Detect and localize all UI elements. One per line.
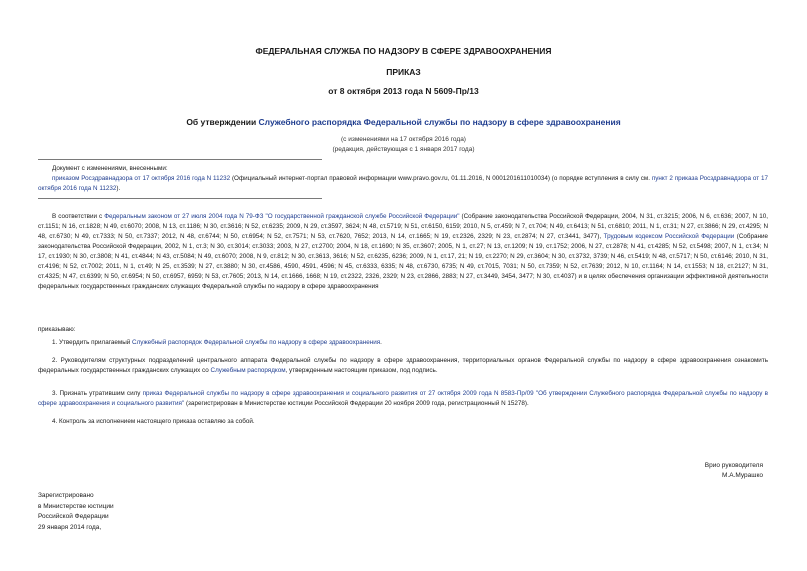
amendment-point-link[interactable]: пункт 2 приказа Росздравнадзора от 17 октября 2016 года N 11232	[38, 175, 768, 192]
changes-note: (с изменениями на 17 октября 2016 года)	[341, 136, 466, 143]
amendment-closing: ).	[116, 185, 121, 192]
federal-law-link[interactable]: Федеральным законом от 27 июля 2004 года N 79-ФЗ "О государственной гражданской службе Российской Федерации"	[104, 213, 460, 220]
registration-block	[38, 491, 114, 533]
preamble-sources-1: (Собрание законодательства Российской Федерации, 2004, N 31, ст.3215; 2006, N 6, ст.636; 2007, N 10, ст.1151; N 16, ст.1828; N 49, ст.6070; 2008, N 13, ст.1186; N 30, ст.3616; N 52, ст.6235; 2009, N 29, ст.3597, 3624; N 48, ст.5719; N 51, ст.6150, 6159; 2010, N 5, ст.459; N 7, ст.704; N 49, ст.6413; N 51, ст.6810; 2011, N 1, ст.31; N 27, ст.3866; N 29, ст.4295; N 48, ст.6730; N 49, ст.7333; N 50, ст.7337; 2012, N 48, ст.6744; N 50, ст.6954; N 52, ст.7571; N 53, ст.7620, 7652; 2013, N 14, ст.1665; N 19, ст.2326, 2329; N 23, ст.2874; N 27, ст.3441, 3477),	[38, 213, 768, 240]
item-4-text: 4. Контроль за исполнением настоящего приказа оставляю за собой.	[52, 418, 255, 425]
item-2-text: 2. Руководителям структурных подразделений центрального аппарата Федеральной службы по надзору в сфере здравоохранения, территориальных органов Федеральной службы по надзору в сфере здравоохранения ознакомить федеральных государственных гражданских служащих со	[38, 357, 768, 374]
title-link[interactable]: Служебного распорядка Федеральной службы по надзору в сфере здравоохранения	[258, 117, 621, 127]
signature-position: Врио руководителя	[704, 462, 763, 469]
amendment-link[interactable]: приказом Росздравнадзора от 17 октября 2016 года N 11232	[52, 175, 231, 182]
signature-block	[705, 461, 763, 481]
title-prefix: Об утверждении	[186, 117, 259, 127]
item-2	[38, 356, 768, 376]
item-2-link[interactable]: Служебным распорядком	[210, 367, 286, 374]
order-word: приказываю:	[38, 326, 76, 333]
preamble-intro: В соответствии с	[52, 213, 105, 220]
doc-type: ПРИКАЗ	[386, 67, 421, 77]
doc-date-number: от 8 октября 2013 года N 5609-Пр/13	[328, 86, 479, 96]
registration-line-4: 29 января 2014 года,	[38, 523, 102, 531]
preamble-sources-2: (Собрание законодательства Российской Федерации, 2002, N 1, ст.3; N 30, ст.3014; ст.3033; 2003, N 27, ст.2700; 2004, N 18, ст.1690; N 35, ст.3607; 2005, N 1, ст.27; N 13, ст.1209; N 19, ст.1752; 2006, N 27, ст.2878; N 41, ст.4285; N 52, ст.5498; 2007, N 1, ст.34; N 17, ст.1930; N 30, ст.3808; N 41, ст.4844; N 43, ст.5084; N 49, ст.6070; 2008, N 9, ст.812; N 30, ст.3613, 3616; N 52, ст.6235, 6236; 2009, N 1, ст.17, 21; N 19, ст.2270; N 29, ст.3604; N 30, ст.3732, 3739; N 46, ст.5419; N 48, ст.5717; N 50, ст.6146; 2010, N 31, ст.4196; N 52, ст.7002; 2011, N 1, ст.49; N 25, ст.3539; N 27, ст.3880; N 30, ст.4586, 4590, 4591, 4596; N 45, ст.6333, 6335; N 48, ст.6730, 6735; N 49, ст.7015, 7031; N 50, ст.7359; N 52, ст.7639; 2012, N 10, ст.1164; N 14, ст.1553; N 18, ст.2127; N 31, ст.4325; N 47, ст.6399; N 50, ст.6954; N 50, ст.6957, 6959; N 53, ст.7605; 2013, N 14, ст.1666, 1668; N 19, ст.2322, 2326, 2329; N 23, ст.2866, 2883; N 27, ст.3449, 3454, 3477; N 30, ст.4037) и в целях обеспечения организации эффективной деятельности федеральных государственных гражданских служащих Федеральной службы по надзору в сфере здравоохранения	[38, 233, 768, 290]
item-3-text: 3. Признать утратившим силу	[52, 390, 143, 397]
preamble	[38, 212, 768, 292]
edition-note: (редакция, действующая с 1 января 2017 года)	[332, 146, 475, 153]
amendment-source: (Официальный интернет-портал правовой информации www.pravo.gov.ru, 01.11.2016, N 0001201611010034) (о порядке вступления в силу см.	[230, 175, 652, 182]
item-1-link[interactable]: Служебный распорядок Федеральной службы по надзору в сфере здравоохранения	[132, 339, 381, 346]
registration-line-2: в Министерстве юстиции	[38, 502, 114, 510]
item-1	[38, 338, 768, 348]
changes-intro: Документ с изменениями, внесенными:	[52, 165, 168, 172]
changes-block	[38, 164, 768, 194]
item-4	[38, 417, 768, 427]
item-3-link[interactable]: приказ Федеральной службы по надзору в сфере здравоохранения и социального развития от 27 октября 2009 года N 8583-Пр/09 "Об утверждении Служебного распорядка Федеральной службы по надзору в сфере здравоохранения и социального развития"	[38, 390, 768, 407]
signature-name: М.А.Мурашко	[721, 472, 763, 479]
document-title	[0, 117, 807, 127]
registration-line-3: Российской Федерации	[38, 513, 109, 520]
item-1-text: 1. Утвердить прилагаемый	[52, 339, 133, 346]
item-2-end: , утвержденным настоящим приказом, под подпись.	[285, 367, 438, 374]
item-3-end: (зарегистрирован в Министерстве юстиции Российской Федерации 20 ноября 2009 года, регистрационный N 15278).	[184, 400, 529, 407]
registration-line-1: Зарегистрировано	[38, 492, 94, 499]
item-3	[38, 389, 768, 409]
divider-top	[38, 159, 322, 160]
item-1-end: .	[380, 339, 382, 346]
agency-title: ФЕДЕРАЛЬНАЯ СЛУЖБА ПО НАДЗОРУ В СФЕРЕ ЗДРАВООХРАНЕНИЯ	[255, 46, 552, 56]
labor-code-link[interactable]: Трудовым кодексом Российской Федерации	[603, 233, 735, 240]
divider-bottom	[38, 198, 322, 199]
